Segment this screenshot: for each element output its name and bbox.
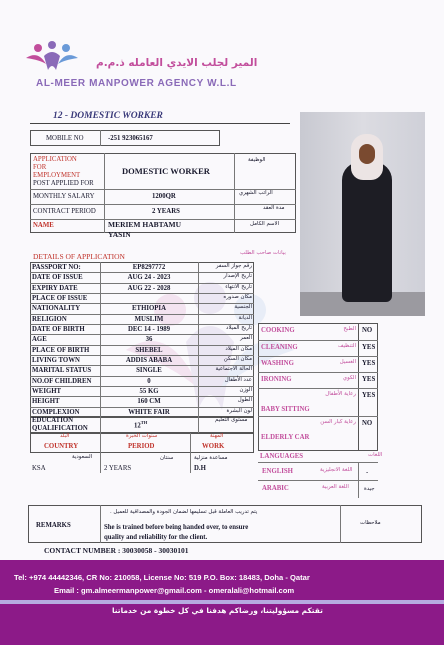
detail-value: ADDIS ABABA [125,356,173,364]
skill-value: NO [362,420,373,427]
skill-value: YES [362,392,376,399]
education-label-1: EDUCATION [32,417,74,424]
detail-label: PLACE OF BIRTH [32,346,90,354]
row-divider [30,376,254,377]
name-ar: الاسم الكامل [250,221,280,227]
divider [30,123,290,124]
skill-divider [258,372,378,373]
skill-label: WASHING [261,360,294,367]
skill-value: YES [362,376,376,383]
row-divider [30,303,254,304]
detail-value: 55 KG [139,387,159,395]
detail-label: NATIONALITY [32,305,81,313]
detail-label: MARITAL STATUS [32,367,92,375]
arabic-value: جيدة [364,486,375,492]
detail-value: 36 [145,336,153,344]
post-applied-ar: الوظيفة [248,157,266,163]
skill-value: YES [362,360,376,367]
detail-value: AUG 22 - 2028 [127,284,171,292]
agency-english-name: AL-MEER MANPOWER AGENCY W.L.L [36,78,237,89]
remarks-ar-text: يتم تدريب العاملة قبل تسليمها لضمان الجودة والمصداقية للعميل . [110,509,258,515]
application-label-2: FOR [33,164,47,171]
skill-label: COOKING [261,327,295,334]
detail-value: 160 CM [137,398,161,406]
row-divider [30,293,254,294]
detail-label-ar: الجنسية [234,304,252,311]
education-ar: مستوى التعليم [215,417,248,423]
detail-label-ar: عدد الأطفال [224,376,252,383]
detail-label: AGE [32,336,47,344]
detail-label-ar: العمر [240,335,252,342]
detail-label-ar: الطول [237,397,252,404]
salary-ar: الراتب الشهري [239,190,273,196]
arabic-label: ARABIC [262,485,289,492]
row-divider [30,334,254,335]
skill-label-ar: رعاية كبار السن [320,419,356,425]
exp-work-ar: مساعدة منزلية [194,455,228,461]
detail-label-ar: الوزن [239,386,252,393]
detail-value: 0 [147,377,151,385]
detail-label-ar: الديانة [238,314,252,321]
contract-value: 2 YEARS [152,208,180,215]
work-en: WORK [202,443,225,450]
skill-divider [258,388,378,389]
application-label-1: APPLICATION [33,156,77,163]
exp-country: KSA [32,465,46,472]
detail-label: RELIGION [32,315,67,323]
detail-value: ETHIOPIA [132,305,166,313]
exp-work: D.H [194,465,206,472]
row-divider [30,345,254,346]
remarks-ar-label: ملاحظات [360,520,381,526]
contract-label: CONTRACT PERIOD [33,208,96,215]
detail-label-ar: تاريخ الانتهاء [225,283,252,290]
row-divider [30,314,254,315]
languages-label: LANGUAGES [260,453,304,460]
detail-value: AUG 24 - 2023 [127,274,171,282]
detail-value: WHITE FAIR [128,408,170,416]
exp-period-ar: سنتان [160,455,174,461]
skill-label-ar: رعاية الأطفال [325,391,356,397]
footer-slogan: تقتكم مسؤوليتنا، ورضاكم هدفنا في كل خطوة من خدماتنا [112,606,323,615]
detail-label: LIVING TOWN [32,356,80,364]
contact-number: CONTACT NUMBER : 30030058 - 30030101 [44,546,189,555]
row-divider [30,355,254,356]
detail-label-ar: تاريخ الإصدار [223,273,252,280]
skill-label-ar: التنظيف [337,343,356,349]
salary-value: 1200QR [152,193,176,200]
detail-value: SHEBEL [135,346,163,354]
detail-label: EXPIRY DATE [32,284,78,292]
row-divider [30,386,254,387]
row-divider [30,396,254,397]
remarks-en-1: She is trained before being handed over, to ensure [104,524,249,531]
detail-label: NO.OF CHILDREN [32,377,92,385]
footer-tel: Tel: +974 44442346, CR No: 210058, License No: 519 P.O. Box: 18483, Doha - Qatar [14,573,310,582]
skill-label: CLEANING [261,344,298,351]
remarks-en-2: quality and reliability for the client. [104,534,208,541]
detail-label-ar: لون البشرة [226,407,252,414]
languages-ar: اللغات [368,452,383,458]
detail-label: PLACE OF ISSUE [32,294,88,302]
skill-value: NO [362,327,373,334]
detail-label-ar: مكان السكن [223,355,252,362]
education-label-2: QUALIFICATION [32,425,88,432]
detail-label-ar: مكان الميلاد [225,345,252,352]
country-en: COUNTRY [44,443,79,450]
english-ar: اللغة الانجليزية [320,467,353,473]
row-divider [30,272,254,273]
footer-email: Email : gm.almeermanpower@gmail.com - omeralali@hotmail.com [54,586,295,595]
detail-value: MUSLIM [134,315,164,323]
skill-divider [258,340,378,341]
applicant-photo [300,112,425,316]
skill-label-ar: الغسيل [339,359,356,365]
period-en: PERIOD [128,443,155,450]
detail-value: EP8297772 [132,264,166,271]
mobile-value: -251 923065167 [108,135,153,142]
detail-label: DATE OF ISSUE [32,274,83,282]
name-label: NAME [33,222,54,229]
period-ar: سنوات الخبرة [126,433,158,439]
skill-divider [258,416,378,417]
arabic-ar: اللغة العربية [322,484,349,490]
detail-value: SINGLE [136,367,162,375]
skill-label-ar: الطبخ [343,326,356,332]
detail-label-ar: تاريخ الميلاد [226,324,252,331]
country-ar: البلد [60,433,70,439]
name-value-1: MERIEM HABTAMU [108,220,181,229]
details-header: DETAILS OF APPLICATION [33,252,125,261]
skill-divider [258,356,378,357]
mobile-label: MOBILE NO [46,135,84,142]
detail-label: PASSPORT NO: [32,264,81,271]
remarks-label: REMARKS [36,522,71,529]
application-label-3: EMPLOYMENT [33,172,81,179]
detail-label: DATE OF BIRTH [32,325,85,333]
detail-value: DEC 14 - 1989 [127,325,171,333]
exp-country-ar: السعودية [72,454,93,460]
skill-label: BABY SITTING [261,406,310,413]
work-ar: المهنة [210,433,224,439]
row-divider [30,283,254,284]
english-value: - [366,469,369,476]
salary-label: MONTHLY SALARY [33,193,95,200]
detail-label: HEIGHT [32,398,60,406]
name-value-2: YASIN [108,230,131,239]
detail-label-ar: رقم جواز السفر [215,263,252,269]
english-label: ENGLISH [262,468,293,475]
education-value: 12TH [134,420,148,430]
row-divider [30,407,254,408]
skill-value: YES [362,344,376,351]
detail-label: WEIGHT [32,387,62,395]
agency-arabic-name: المير لجلب الايدي العامله ذ.م.م [96,57,258,69]
skill-label: ELDERLY CAR [261,434,310,441]
skill-label-ar: الكوي [342,375,356,381]
contract-ar: مدة العقد [263,205,285,211]
post-applied-label: POST APPLIED FOR [33,180,94,187]
detail-label-ar: الحالة الاجتماعية [215,366,252,373]
details-header-ar: بيانات صاحب الطلب [240,250,286,256]
detail-label-ar: مكان صدوره [223,293,252,300]
row-divider [30,324,254,325]
skill-label: IRONING [261,376,292,383]
category-title: 12 - DOMESTIC WORKER [53,111,163,121]
agency-logo [22,40,82,80]
post-applied-value: DOMESTIC WORKER [122,166,210,176]
exp-period: 2 YEARS [104,465,132,472]
detail-label: COMPLEXION [32,408,80,416]
